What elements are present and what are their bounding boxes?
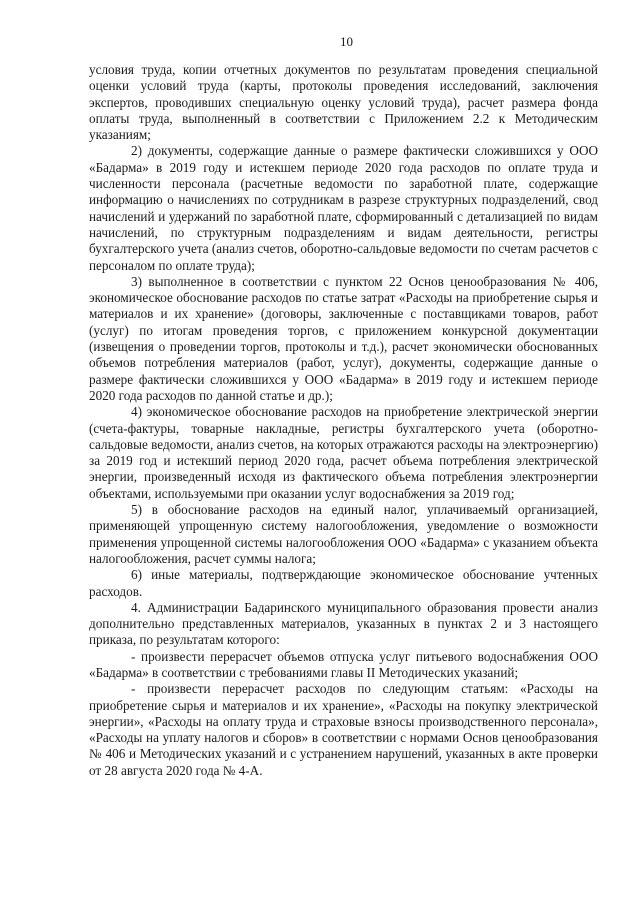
paragraph: - произвести перерасчет расходов по следующим статьям: «Расходы на приобретение сырья и материалов и их хранение», «Расходы на покупку электрической энергии», «Расходы на оплату труда и страховые взносы производственного персонала», «Расходы на уплату налогов и сборов» в соответствии с нормами Основ ценообразования № 406 и Методических указаний и с устранением нарушений, указанных в акте проверки от 28 августа 2020 года № 4-А.	[89, 681, 598, 778]
paragraph: 4. Администрации Бадаринского муниципального образования провести анализ дополнительно представленных материалов, указанных в пунктах 2 и 3 настоящего приказа, по результатам которого:	[89, 599, 598, 648]
paragraph: 2) документы, содержащие данные о размере фактически сложившихся у ООО «Бадарма» в 2019 году и истекшем периоде 2020 года расходов по оплате труда и численности персонала (расчетные ведомости по заработной плате, содержащие информацию о начислениях по сотрудникам в разрезе структурных подразделений, свод начислений и удержаний по заработной плате, сформированный с детализацией по видам начислений, по структурным подразделениям и видам деятельности, регистры бухгалтерского учета (анализ счетов, оборотно-сальдовые ведомости по счетам расчетов с персоналом по оплате труда);	[89, 143, 598, 273]
paragraph: 3) выполненное в соответствии с пунктом 22 Основ ценообразования № 406, экономическое обоснование расходов по статье затрат «Расходы на приобретение сырья и материалов и их хранение» (договоры, заключенные с поставщиками товаров, работ (услуг) по итогам проведения торгов, с приложением конкурсной документации (извещения о проведении торгов, протоколы и т.д.), расчет экономически обоснованных объемов потребления материалов (работ, услуг), документы, содержащие данные о размере фактически сложившихся у ООО «Бадарма» в 2019 году и истекшем периоде 2020 года расходов по данной статье и др.);	[89, 273, 598, 403]
body-text	[89, 62, 598, 779]
page-number: 10	[340, 34, 353, 49]
paragraph: 6) иные материалы, подтверждающие экономическое обоснование учтенных расходов.	[89, 567, 598, 599]
paragraph: - произвести перерасчет объемов отпуска услуг питьевого водоснабжения ООО «Бадарма» в соответствии с требованиями главы II Методических указаний;	[89, 648, 598, 680]
paragraph: 4) экономическое обоснование расходов на приобретение электрической энергии (счета-фактуры, товарные накладные, регистры бухгалтерского учета (оборотно-сальдовые ведомости, анализ счетов, на которых отражаются расходы на электроэнергию) за 2019 год и истекший период 2020 года, расчет объема потребления электрической энергии, произведенный исходя из фактического объема потребления электроэнергии объектами, используемыми при оказании услуг водоснабжения за 2019 год;	[89, 404, 598, 501]
paragraph: условия труда, копии отчетных документов по результатам проведения специальной оценки условий труда (карты, протоколы проведения исследований, заключения экспертов, проводивших специальную оценку условий труда), расчет размера фонда оплаты труда, выполненный в соответствии с Приложением 2.2 к Методическим указаниям;	[89, 62, 598, 143]
paragraph: 5) в обоснование расходов на единый налог, уплачиваемый организацией, применяющей упрощенную систему налогообложения, уведомление о возможности применения упрощенной системы налогообложения ООО «Бадарма» с указанием объекта налогообложения, расчет суммы налога;	[89, 502, 598, 566]
